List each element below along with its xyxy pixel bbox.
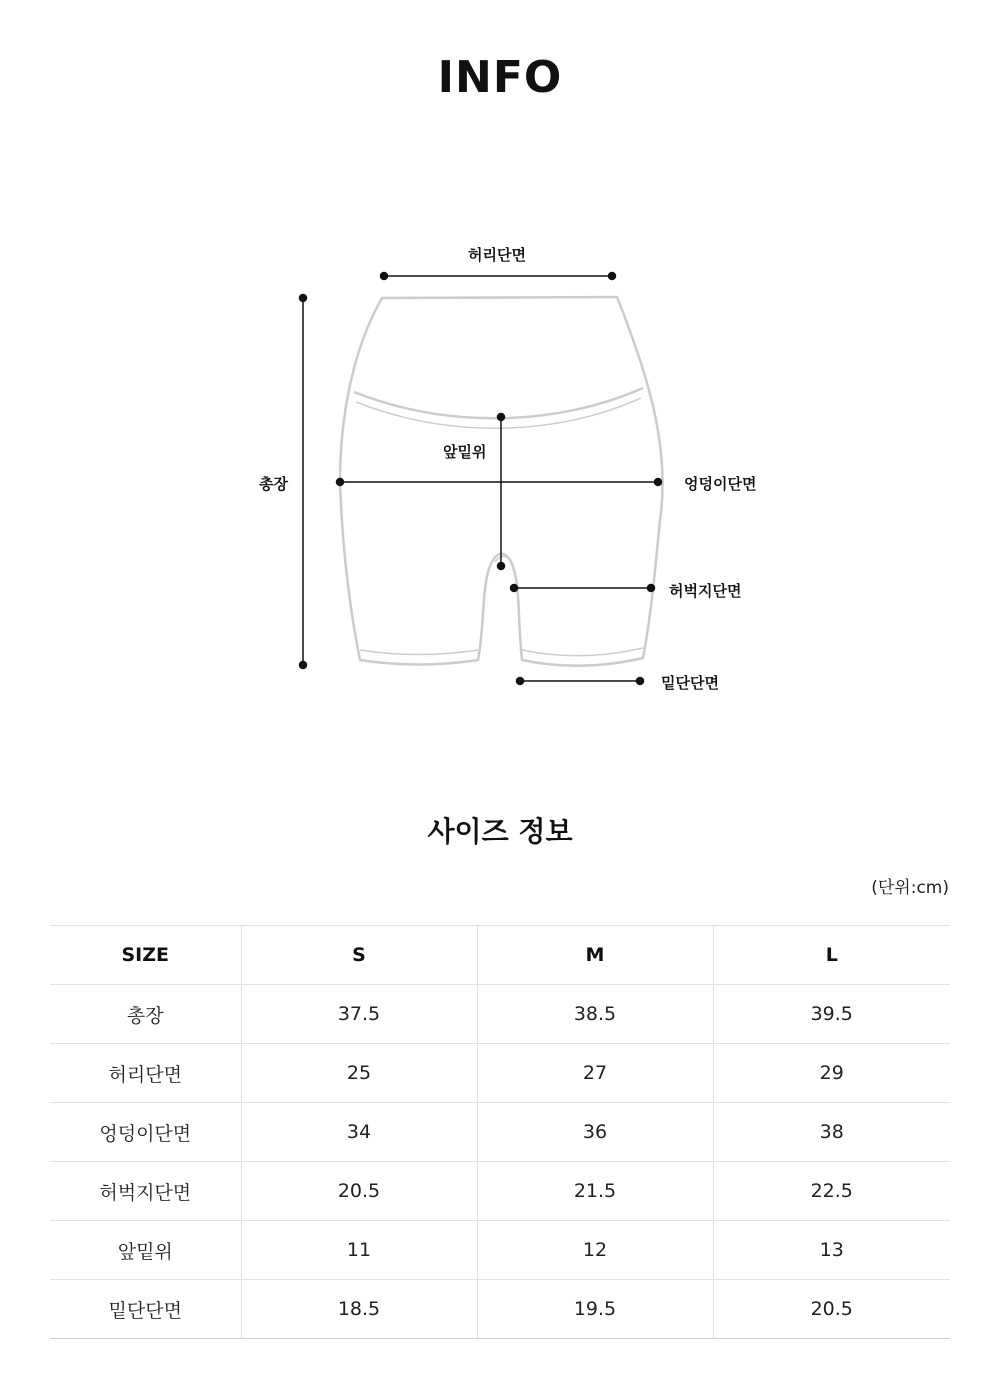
table-row (50, 1044, 950, 1103)
row-label: 허리단면 (50, 1044, 241, 1103)
table-cell: 38.5 (477, 985, 713, 1044)
table-cell: 20.5 (241, 1162, 477, 1221)
label-rise: 앞밑위 (443, 443, 487, 461)
unit-label: (단위:cm) (871, 878, 949, 898)
page-title: INFO (437, 52, 563, 103)
table-cell: 25 (241, 1044, 477, 1103)
table-cell: 13 (713, 1221, 950, 1280)
table-header-row (50, 926, 950, 985)
header-l: L (713, 926, 950, 985)
table-row (50, 1280, 950, 1339)
table-cell: 12 (477, 1221, 713, 1280)
table-cell: 39.5 (713, 985, 950, 1044)
table-row (50, 985, 950, 1044)
table-cell: 21.5 (477, 1162, 713, 1221)
table-row (50, 1221, 950, 1280)
table-cell: 34 (241, 1103, 477, 1162)
header-m: M (477, 926, 713, 985)
label-hem: 밑단단면 (661, 674, 719, 692)
table-cell: 22.5 (713, 1162, 950, 1221)
row-label: 밑단단면 (50, 1280, 241, 1339)
table-cell: 19.5 (477, 1280, 713, 1339)
row-label: 허벅지단면 (50, 1162, 241, 1221)
table-cell: 27 (477, 1044, 713, 1103)
table-cell: 29 (713, 1044, 950, 1103)
header-s: S (241, 926, 477, 985)
row-label: 엉덩이단면 (50, 1103, 241, 1162)
label-waist: 허리단면 (468, 246, 526, 264)
shorts-illustration (0, 230, 1000, 710)
label-thigh: 허벅지단면 (669, 582, 742, 600)
table-cell: 11 (241, 1221, 477, 1280)
table-cell: 20.5 (713, 1280, 950, 1339)
table-row (50, 1162, 950, 1221)
size-info-title: 사이즈 정보 (427, 815, 573, 848)
row-label: 앞밑위 (50, 1221, 241, 1280)
table-cell: 38 (713, 1103, 950, 1162)
label-length: 총장 (259, 475, 288, 493)
shorts-measurement-diagram (0, 230, 1000, 710)
header-size: SIZE (50, 926, 241, 985)
size-table (50, 925, 950, 1339)
table-row (50, 1103, 950, 1162)
label-hip: 엉덩이단면 (684, 475, 757, 493)
row-label: 총장 (50, 985, 241, 1044)
table-cell: 36 (477, 1103, 713, 1162)
table-cell: 37.5 (241, 985, 477, 1044)
table-cell: 18.5 (241, 1280, 477, 1339)
